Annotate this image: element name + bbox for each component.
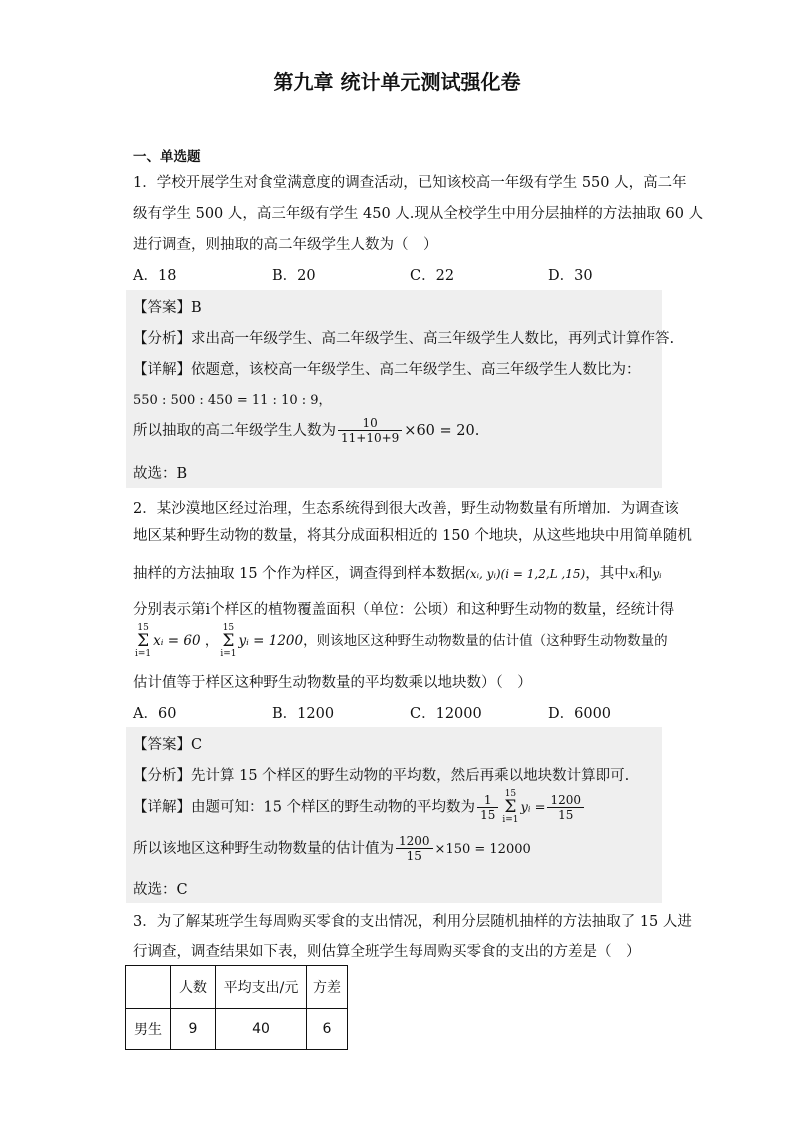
sum-y-lower: i=1: [220, 649, 237, 659]
q2-detail-eq: yᵢ =: [520, 800, 546, 816]
question-2-line-2: 地区某种野生动物的数量，将其分成面积相近的 150 个地块，从这些地块中用简单随机: [133, 528, 692, 544]
q2-line5-suffix: ，则该地区这种野生动物数量的估计值（这种野生动物数量的: [303, 633, 668, 649]
q1-option-c: C．22: [410, 268, 455, 284]
question-2-line-4: 分别表示第i个样区的植物覆盖面积（单位：公顷）和这种野生动物的数量，经统计得: [133, 602, 675, 618]
sum-x-upper: 15: [137, 623, 149, 633]
question-3-line-2: 行调查，调查结果如下表，则估算全班学生每周购买零食的支出的方差是（ ）: [133, 944, 641, 960]
q2-analysis: 【分析】先计算 15 个样区的野生动物的平均数，然后再乘以地块数计算即可.: [133, 768, 630, 784]
question-1-line-1: 1．学校开展学生对食堂满意度的调查活动，已知该校高一年级有学生 550 人，高二年: [133, 175, 687, 191]
q1-ratio: 550 : 500 : 450 = 11 : 10 : 9，: [133, 393, 332, 408]
table-cell: 40: [216, 1009, 307, 1050]
table-cell: 男生: [126, 1009, 171, 1050]
table-header-cell: [126, 966, 171, 1009]
table-header-row: [126, 966, 348, 1009]
q2-fraction-3: [396, 834, 433, 864]
q2-option-b: B．1200: [272, 706, 335, 722]
q1-analysis: 【分析】求出高一年级学生、高二年级学生、高三年级学生人数比，再列式计算作答.: [133, 331, 675, 347]
q1-detail: 【详解】依题意，该校高一年级学生、高二年级学生、高三年级学生人数比为：: [133, 362, 641, 378]
q2-fraction-3-numerator: 1200: [396, 834, 433, 849]
q1-option-a: A．18: [133, 268, 177, 284]
q2-fraction-1-numerator: 1: [477, 793, 498, 808]
q2-option-c: C．12000: [410, 706, 482, 722]
table-header-cell: 人数: [171, 966, 216, 1009]
q2-estimate-prefix: 所以该地区这种野生动物数量的估计值为: [133, 840, 394, 857]
q1-fraction-denominator: 11+10+9: [341, 431, 400, 446]
table-row: [126, 1009, 348, 1050]
sigma-x-icon: Σ: [137, 631, 150, 651]
question-2-line-1: 2．某沙漠地区经过治理，生态系统得到很大改善，野生动物数量有所增加．为调查该: [133, 501, 679, 517]
q2-fraction-1: [477, 793, 498, 823]
table-header-cell: 方差: [307, 966, 348, 1009]
sum-y-value: yᵢ = 1200: [238, 633, 304, 649]
q1-fraction-numerator: 10: [338, 416, 402, 431]
q1-calc-prefix: 所以抽取的高二年级学生人数为: [133, 422, 336, 439]
q2-detail-sigma-upper: 15: [504, 789, 517, 799]
q2-fraction-2-numerator: 1200: [547, 793, 584, 808]
q2-estimate: [133, 834, 531, 864]
sum-y-sigma: [220, 624, 236, 659]
q1-choose: 故选：B: [133, 466, 188, 482]
q1-fraction: [338, 416, 402, 446]
document-title: 第九章 统计单元测试强化卷: [273, 70, 521, 94]
q2-x-var: xᵢ: [628, 567, 638, 581]
q2-fraction-3-denominator: 15: [406, 849, 422, 864]
section-heading: 一、单选题: [133, 149, 201, 165]
expense-table: [125, 965, 348, 1050]
table-cell: 6: [307, 1009, 348, 1050]
question-1-line-2: 级有学生 500 人，高三年级有学生 450 人.现从全校学生中用分层抽样的方法抽取 60 人: [133, 206, 704, 222]
sum-x-value: xᵢ = 60: [153, 633, 201, 649]
q2-fraction-2: [547, 793, 584, 823]
q2-detail-sigma: [502, 790, 518, 825]
q1-option-b: B．20: [272, 268, 316, 284]
q2-option-d: D．6000: [548, 706, 612, 722]
table-header-cell: 平均支出/元: [216, 966, 307, 1009]
sigma-icon: Σ: [504, 797, 517, 817]
sigma-y-icon: Σ: [222, 631, 235, 651]
q2-option-a: A．60: [133, 706, 177, 722]
q2-sample-data-math: (xᵢ, yᵢ)(i = 1,2,L ,15): [465, 567, 586, 581]
q2-y-var: yᵢ: [652, 567, 662, 581]
q2-fraction-2-denominator: 15: [558, 808, 574, 822]
q2-answer: 【答案】C: [133, 737, 203, 753]
sum-y-upper: 15: [222, 623, 235, 633]
question-1-line-3: 进行调查，则抽取的高二年级学生人数为（ ）: [133, 237, 438, 253]
question-2-line-3: [133, 562, 662, 583]
q2-detail: [133, 790, 586, 825]
q2-line3-prefix: 抽样的方法抽取 15 个作为样区，调查得到样本数据: [133, 566, 466, 582]
question-2-line-6: 估计值等于样区这种野生动物数量的平均数乘以地块数）（ ）: [133, 675, 532, 691]
q1-calculation: [133, 416, 479, 446]
q2-line3-and: 和: [637, 566, 653, 582]
q1-answer: 【答案】B: [133, 300, 202, 316]
q2-fraction-1-denominator: 15: [480, 808, 496, 822]
sum-x-sigma: [135, 624, 151, 659]
q2-detail-prefix: 【详解】由题可知：15 个样区的野生动物的平均数为: [133, 799, 476, 816]
question-3-line-1: 3．为了解某班学生每周购买零食的支出情况，利用分层随机抽样的方法抽取了 15 人进: [133, 914, 692, 930]
q1-option-d: D．30: [548, 268, 593, 284]
sum-x-lower: i=1: [135, 649, 152, 659]
table-cell: 9: [171, 1009, 216, 1050]
q2-choose: 故选：C: [133, 882, 188, 898]
q1-calc-suffix: ×60 = 20.: [404, 422, 480, 439]
q2-estimate-suffix: ×150 = 12000: [434, 841, 531, 857]
q2-line3-mid: ，其中: [585, 566, 629, 582]
q2-detail-sigma-lower: i=1: [502, 815, 519, 825]
question-2-line-5: 15 Σ i=1xᵢ = 60 ，15 Σ i=1yᵢ = 1200，则该地区这种野生动物数量的估计值（这种野生动物数量的: [135, 623, 668, 659]
